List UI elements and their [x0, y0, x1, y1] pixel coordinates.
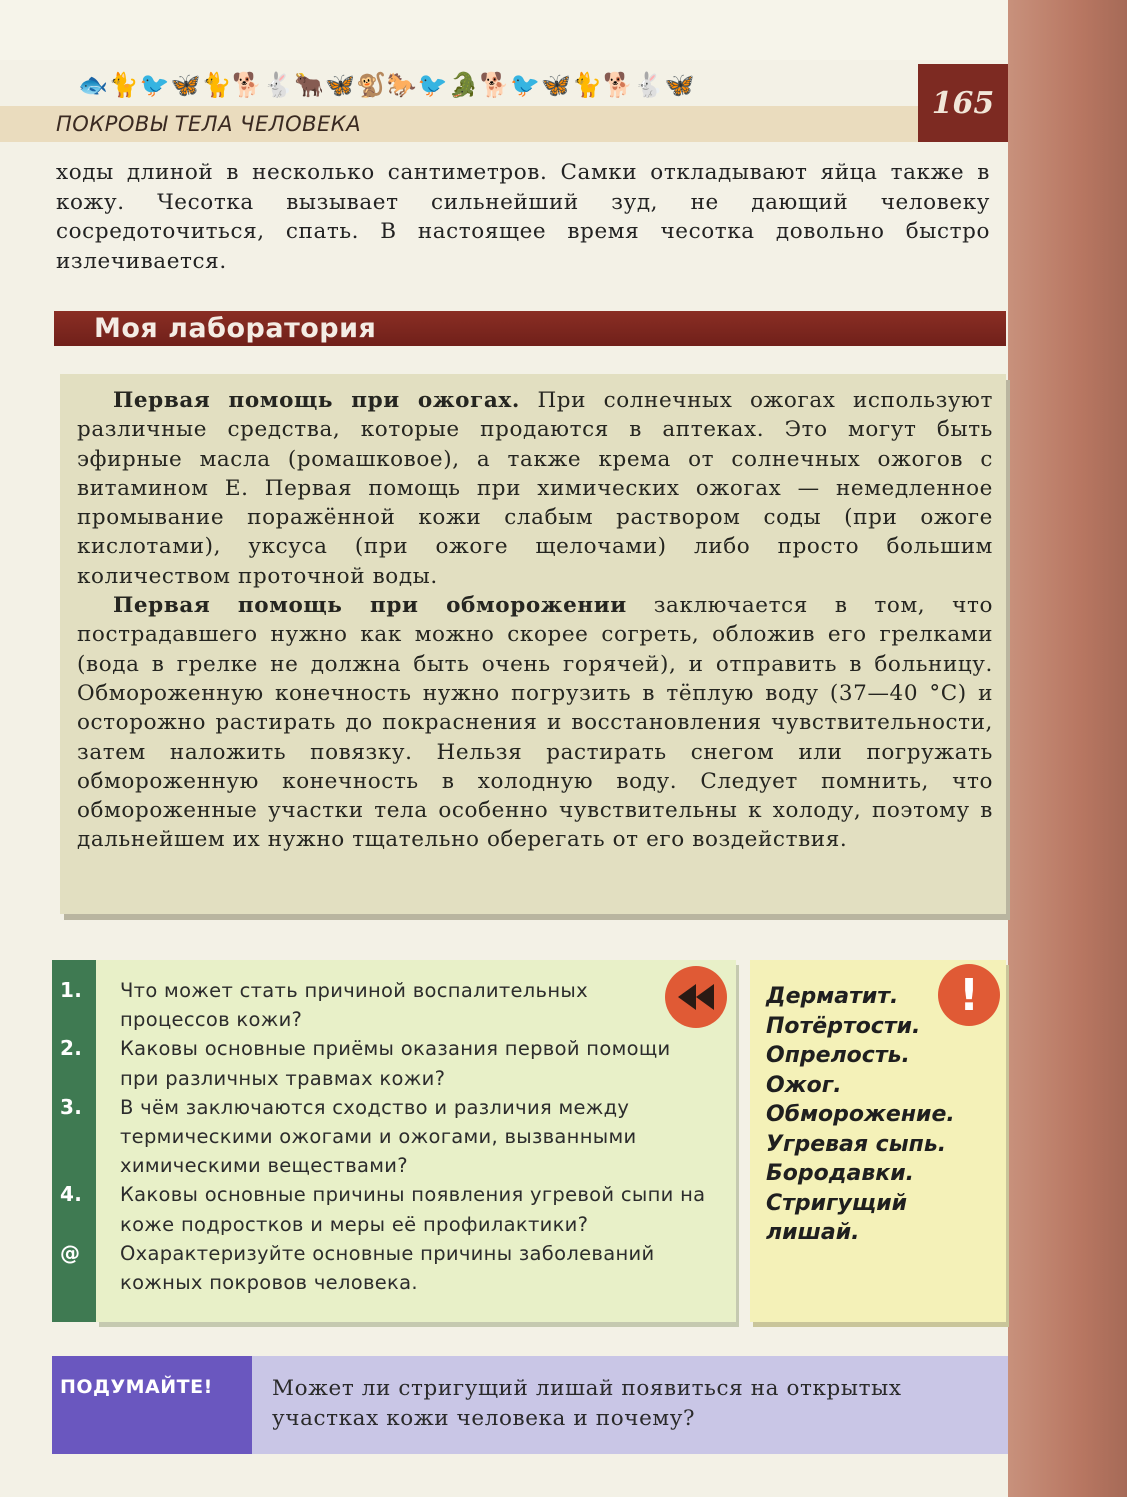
question-text: В чём заключаются сходство и различия между термическими ожогами и ожогами, вызванными химическими веществами? — [120, 1095, 637, 1178]
question-number: 2. — [60, 1036, 83, 1061]
think-question: Может ли стригущий лишай появиться на открытых участках кожи человека и почему? — [272, 1376, 902, 1431]
question-item — [52, 976, 712, 1034]
question-item — [52, 1239, 712, 1297]
lab-title: Моя лаборатория — [94, 313, 377, 344]
think-label: ПОДУМАЙТЕ! — [60, 1376, 213, 1398]
key-term: Обморожение. — [766, 1102, 955, 1127]
page-top — [0, 0, 1008, 60]
lab-frostbite-text: заключается в том, что пострадавшего нужно как можно скорее согреть, обложив его грелками (вода в грелке не должна быть очень горячей), и отправить в больницу. Обмороженную конечность нужно погрузить в тёплую воду (37—40 °С) и осторожно растирать до покраснения и восстановления чувствительности, затем наложить повязку. Нельзя растирать снегом или погружать обмороженную конечность в холодную воду. Следует помнить, что обмороженные участки тела особенно чувствительны к холоду, поэтому в дальнейшем их нужно тщательно оберегать от его воздействия. — [77, 593, 993, 853]
lab-burns-heading: Первая помощь при ожогах. — [113, 388, 520, 413]
key-term: Стригущий — [766, 1190, 908, 1216]
key-term: Опрелость. — [766, 1043, 910, 1068]
question-text: Что может стать причиной воспалительных процессов кожи? — [120, 979, 588, 1032]
key-term: Потёртости. — [766, 1013, 921, 1039]
key-term: Угревая сыпь. — [766, 1131, 947, 1157]
question-number: 1. — [60, 978, 83, 1002]
key-term: Ожог. — [766, 1072, 842, 1098]
question-item — [52, 1093, 712, 1181]
question-text: Каковы основные приёмы оказания первой помощи при различных травмах кожи? — [120, 1037, 671, 1090]
question-text: Охарактеризуйте основные причины заболеваний кожных покровов человека. — [120, 1241, 655, 1295]
question-number: 3. — [60, 1094, 83, 1119]
lab-paragraph-burns — [77, 386, 993, 591]
key-term: лишай. — [766, 1220, 860, 1245]
intro-paragraph: ходы длиной в несколько сантиметров. Самки откладывают яйца также в кожу. Чесотка вызывает сильнейший зуд, не дающий человеку сосредоточиться, спать. В настоящее время чесотка довольно быстро излечивается. — [56, 160, 990, 274]
question-number: @ — [60, 1240, 81, 1265]
running-title: ПОКРОВЫ ТЕЛА ЧЕЛОВЕКА — [56, 112, 362, 136]
page-edge-tab — [1008, 0, 1127, 1497]
rewind-icon-glyph — [676, 982, 716, 1012]
key-terms-list — [766, 982, 998, 1248]
exclamation-icon: ! — [938, 964, 1000, 1026]
animal-silhouettes-strip: 🐟🐈🐦🦋🐈🐕🐇🐂🦋🐒🐎🐦🐊🐕🐦🦋🐈🐕🐇🦋 — [78, 71, 696, 99]
lab-frostbite-heading: Первая помощь при обморожении — [113, 593, 627, 619]
question-number: 4. — [60, 1182, 83, 1207]
question-item — [52, 1034, 712, 1092]
lab-burns-text: При солнечных ожогах используют различные средства, которые продаются в аптеках. Это могут быть эфирные масла (ромашковое), а также крема от солнечных ожогов с витамином Е. Первая помощь при химических ожогах — немедленное промывание поражённой кожи слабым раствором соды (при ожоге кислотами), уксуса (при ожоге щелочами) либо просто большим количеством проточной воды. — [77, 388, 993, 589]
question-text: Каковы основные причины появления угревой сыпи на коже подростков и меры её профилактики? — [120, 1183, 706, 1236]
think-label-box — [52, 1356, 252, 1454]
rewind-icon — [665, 966, 727, 1028]
key-term: Дерматит. — [766, 984, 899, 1009]
page-number: 165 — [918, 64, 1008, 142]
lab-paragraph-frostbite — [77, 591, 993, 855]
key-term: Бородавки. — [766, 1161, 914, 1186]
question-item — [52, 1180, 712, 1238]
lab-text — [77, 386, 993, 855]
questions-list — [52, 976, 712, 1297]
